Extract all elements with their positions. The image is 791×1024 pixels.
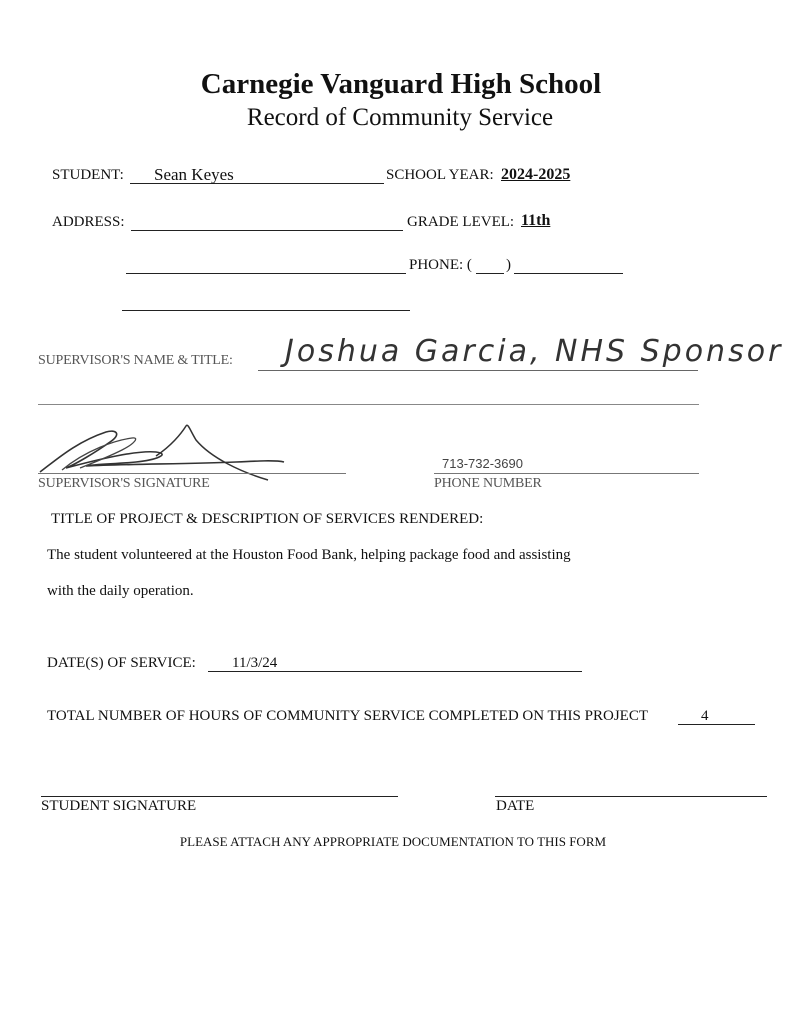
address-line-1[interactable] bbox=[131, 230, 403, 231]
total-hours-line bbox=[678, 724, 755, 725]
date-label: DATE bbox=[496, 798, 535, 814]
total-hours-value[interactable]: 4 bbox=[701, 708, 709, 724]
supervisor-name-title-value[interactable]: Joshua Garcia, NHS Sponsor bbox=[285, 334, 784, 369]
attach-documentation-note: PLEASE ATTACH ANY APPROPRIATE DOCUMENTATION TO THIS FORM bbox=[179, 834, 607, 849]
school-year-value[interactable]: 2024-2025 bbox=[501, 166, 571, 183]
student-signature-label: STUDENT SIGNATURE bbox=[41, 798, 197, 814]
project-label: TITLE OF PROJECT & DESCRIPTION OF SERVICES RENDERED: bbox=[51, 511, 484, 527]
grade-level-value[interactable]: 11th bbox=[521, 212, 551, 229]
dates-of-service-label: DATE(S) OF SERVICE: bbox=[47, 655, 196, 671]
form-title: Record of Community Service bbox=[246, 104, 554, 131]
supervisor-phone-line bbox=[434, 473, 699, 474]
supervisor-extra-line bbox=[38, 404, 699, 405]
supervisor-signature-line bbox=[38, 473, 346, 474]
address-line-2[interactable] bbox=[126, 273, 406, 274]
supervisor-phone-label: PHONE NUMBER bbox=[434, 476, 542, 491]
supervisor-phone-value[interactable]: 713-732-3690 bbox=[442, 456, 523, 471]
project-description-line-2[interactable]: with the daily operation. bbox=[47, 583, 194, 599]
address-label: ADDRESS: bbox=[52, 214, 125, 230]
phone-number-line[interactable] bbox=[514, 273, 623, 274]
address-line-3[interactable] bbox=[122, 310, 410, 311]
supervisor-signature-label: SUPERVISOR'S SIGNATURE bbox=[38, 476, 210, 491]
student-label: STUDENT: bbox=[52, 167, 124, 183]
dates-of-service-value[interactable]: 11/3/24 bbox=[232, 655, 278, 671]
project-description-line-1[interactable]: The student volunteered at the Houston Food Bank, helping package food and assisting bbox=[47, 547, 571, 563]
school-name: Carnegie Vanguard High School bbox=[200, 68, 602, 100]
school-year-label: SCHOOL YEAR: bbox=[386, 167, 494, 183]
student-name-value[interactable]: Sean Keyes bbox=[154, 165, 234, 184]
date-line[interactable] bbox=[495, 796, 767, 797]
total-hours-label: TOTAL NUMBER OF HOURS OF COMMUNITY SERVICE COMPLETED ON THIS PROJECT bbox=[47, 708, 648, 724]
student-signature-line[interactable] bbox=[41, 796, 398, 797]
supervisor-name-line bbox=[258, 370, 698, 371]
supervisor-name-title-label: SUPERVISOR'S NAME & TITLE: bbox=[38, 353, 233, 368]
area-code-line[interactable] bbox=[476, 273, 504, 274]
grade-level-label: GRADE LEVEL: bbox=[407, 214, 515, 230]
phone-close-paren: ) bbox=[506, 257, 511, 273]
phone-label: PHONE: ( bbox=[409, 257, 472, 273]
